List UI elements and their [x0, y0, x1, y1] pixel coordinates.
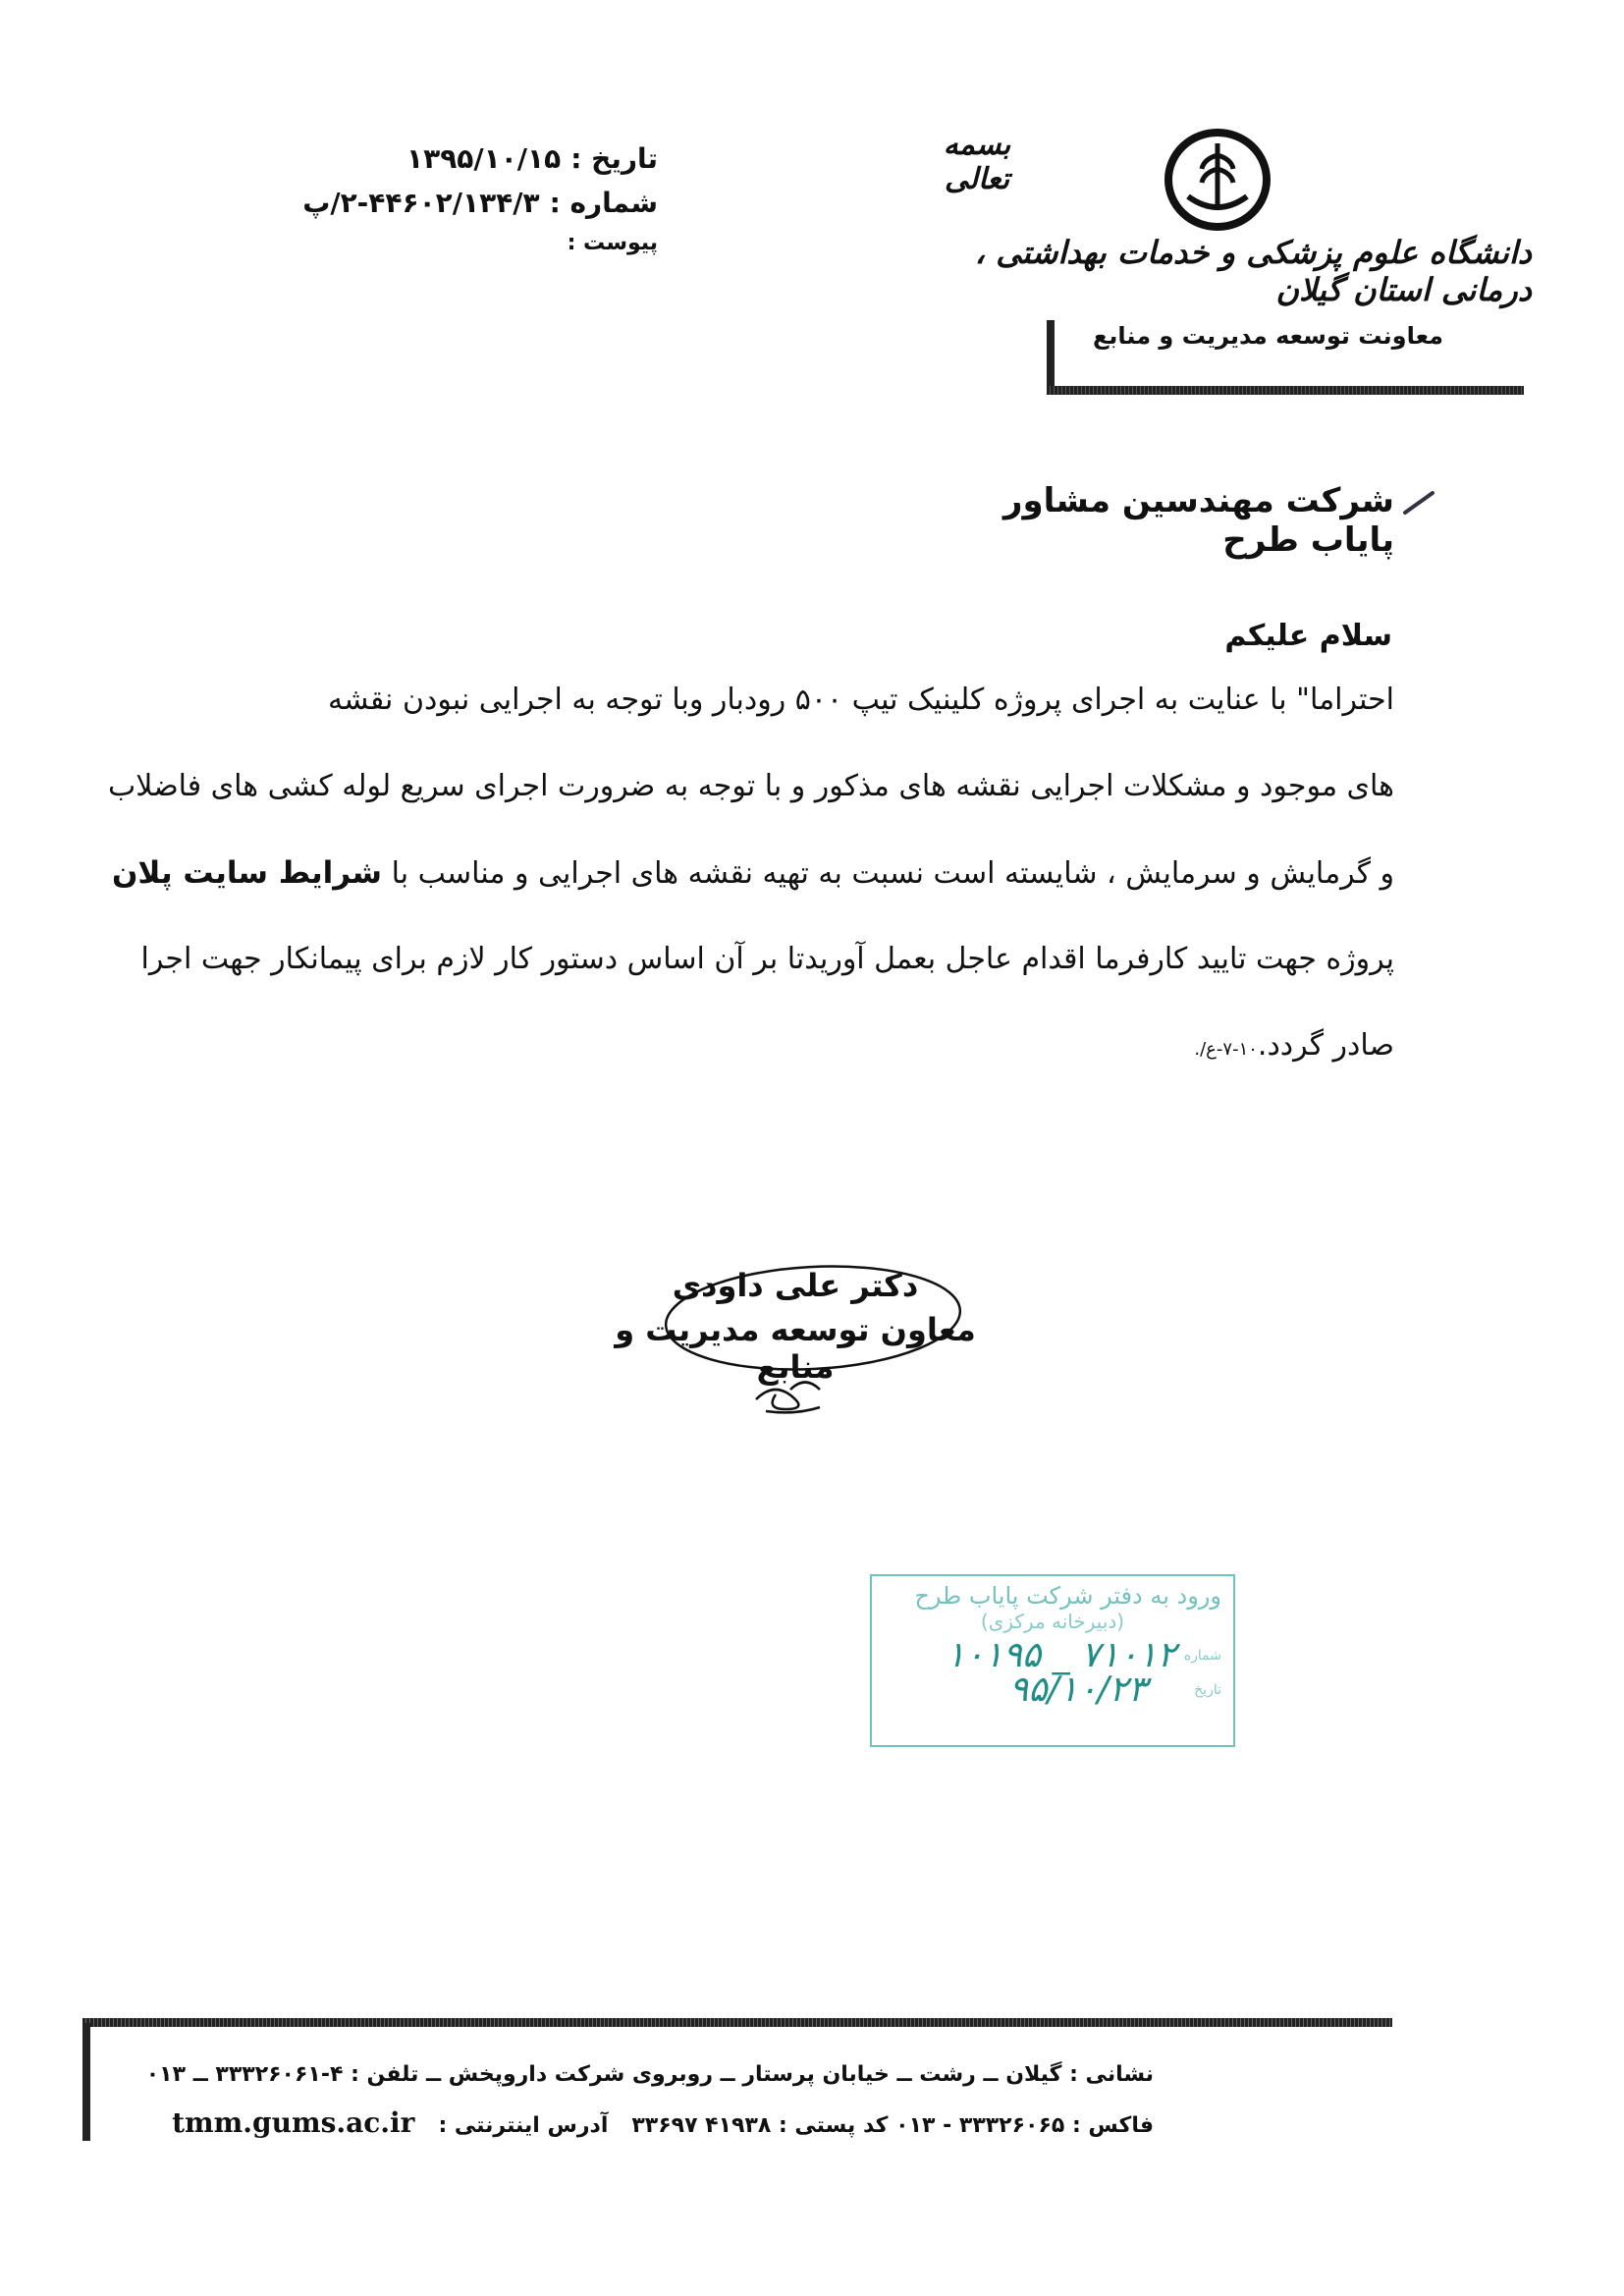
- university-name: دانشگاه علوم پزشکی و خدمات بهداشتی ، درمانی استان گیلان: [974, 234, 1532, 308]
- body-line-3: [112, 850, 1394, 897]
- stamp-number-label: شماره: [1183, 1647, 1221, 1664]
- basmala: بسمه تعالی: [943, 128, 1011, 196]
- letter-body: [108, 678, 1394, 1070]
- received-stamp: [870, 1574, 1235, 1747]
- footer-address: نشانی : گیلان ــ رشت ــ خیابان پرستار ــ روبروی شرکت داروپخش ــ تلفن : ۴-۳۳۳۲۶۰۶۱ ــ ۰۱۳: [145, 2062, 1154, 2087]
- body-line-5-text: صادر گردد.: [1257, 1028, 1394, 1063]
- footer-rule: [82, 2018, 1392, 2027]
- number-row: [302, 182, 658, 226]
- number-label: شماره :: [549, 186, 658, 219]
- body-line-2: های موجود و مشکلات اجرایی نقشه های مذکور و با توجه به ضرورت اجرای سریع لوله کشی های فاضلاب: [108, 769, 1394, 803]
- header-vertical-rule: [1047, 320, 1055, 389]
- stamp-date-label: تاریخ: [1194, 1681, 1221, 1698]
- attachment-label: پیوست :: [567, 230, 658, 255]
- header-horizontal-rule: [1047, 386, 1524, 395]
- date-row: [334, 137, 658, 182]
- signatory-title: معاون توسعه مدیریت و منابع: [615, 1311, 976, 1386]
- footer-web-label: آدرس اینترنتی :: [438, 2113, 609, 2138]
- stamp-date-value: ۹۵/۱۰/۲۳: [1008, 1669, 1148, 1710]
- checkmark-icon: [1399, 483, 1438, 522]
- greeting: سلام علیکم: [1224, 619, 1392, 653]
- body-line-1: احتراما" با عنایت به اجرای پروژه کلینیک تیپ ۵۰۰ رودبار وبا توجه به اجرایی نبودن نقشه: [328, 683, 1394, 717]
- recipient: شرکت مهندسین مشاور پایاب طرح: [1002, 481, 1394, 560]
- stamp-date-row: [884, 1669, 1221, 1710]
- body-line-5: [1194, 1023, 1394, 1072]
- body-line-3-text: و گرمایش و سرمایش ، شایسته است نسبت به تهیه نقشه های اجرایی و مناسب با: [391, 856, 1394, 891]
- stamp-line-1: ورود به دفتر شرکت پایاب طرح: [914, 1582, 1221, 1610]
- footer-fax: فاکس : ۳۳۳۲۶۰۶۵ - ۰۱۳ کد پستی : ۴۱۹۳۸ ۳۳۶۹۷: [631, 2113, 1154, 2138]
- footer-contact-row: [98, 2106, 1154, 2139]
- attachment-row: [334, 226, 658, 260]
- stamp-number-value: ۱۰۱۹۵ _ ۷۱۰۱۲: [946, 1635, 1176, 1675]
- number-value: ۲-۴۴۶۰۲/۱۳۴/۳/پ: [302, 186, 540, 219]
- department-name: معاونت توسعه مدیریت و منابع: [1092, 322, 1443, 350]
- footer-vertical-rule: [82, 2023, 90, 2141]
- body-bold-phrase: شرایط سایت پلان: [111, 855, 383, 891]
- footer-website: tmm.gums.ac.ir: [172, 2106, 415, 2139]
- stamp-line-2: (دبیرخانه مرکزی): [980, 1610, 1125, 1633]
- body-annotation: ۱۰-۷-ع/.: [1194, 1039, 1258, 1060]
- body-line-4: پروژه جهت تایید کارفرما اقدام عاجل بعمل آوریدتا بر آن اساس دستور کار لازم برای پیمانکار جهت اجرا: [140, 942, 1394, 976]
- date-value: ۱۳۹۵/۱۰/۱۵: [406, 142, 562, 175]
- signatory-name: دکتر علی داودی: [672, 1267, 919, 1304]
- signature-scribble: [746, 1370, 835, 1419]
- university-logo: [1164, 126, 1272, 234]
- letter-meta: [302, 137, 658, 260]
- date-label: تاریخ :: [570, 142, 658, 175]
